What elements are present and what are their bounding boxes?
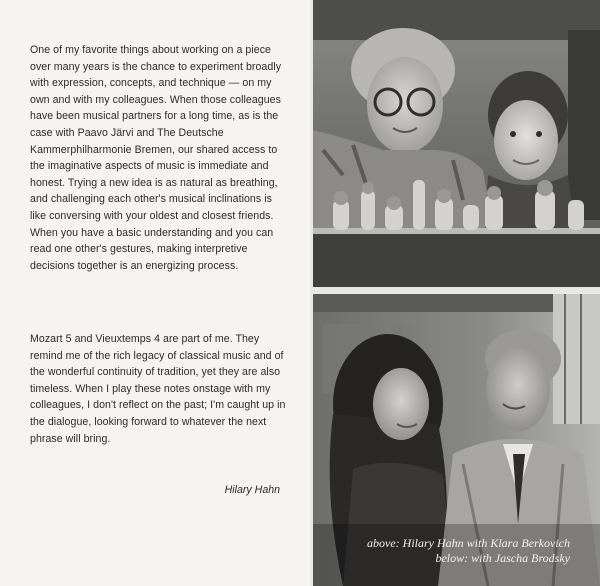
- caption-line-above: above: Hilary Hahn with Klara Berkovich: [367, 536, 570, 550]
- essay-paragraph-1: One of my favorite things about working on a piece over many years is the chance to experiment broadly with expression, concepts, and technique — on my own and with my colleagues. When those colleagues have been musical partners for a long time, as is the case with Paavo Järvi and The Deutsche Kammerphilharmonie Bremen, our shared access to the imaginative aspects of music is immediate and honest. Trying a new idea is as natural as breathing, and challenging each other's musical inclinations is like conversing with your oldest and closest friends. When you have a basic understanding and you can read one other's gestures, making interpretive decisions together is an energizing process.: [30, 44, 282, 272]
- signature: Hilary Hahn: [224, 484, 280, 496]
- caption-line-below: below: with Jascha Brodsky: [435, 551, 570, 565]
- essay-paragraph-2: Mozart 5 and Vieuxtemps 4 are part of me. They remind me of the rich legacy of classical music and of the wonderful continuity of tradition, yet they are also timeless. When I play these notes onstage with my colleagues, I don't reflect on the past; I'm caught up in the dialogue, looking forward to whatever the next phrase will bring.: [30, 333, 286, 445]
- photo-caption: [367, 536, 570, 566]
- photo-top-image: [313, 0, 600, 287]
- photo-column: [310, 0, 600, 586]
- photo-hahn-with-berkovich: [313, 0, 600, 287]
